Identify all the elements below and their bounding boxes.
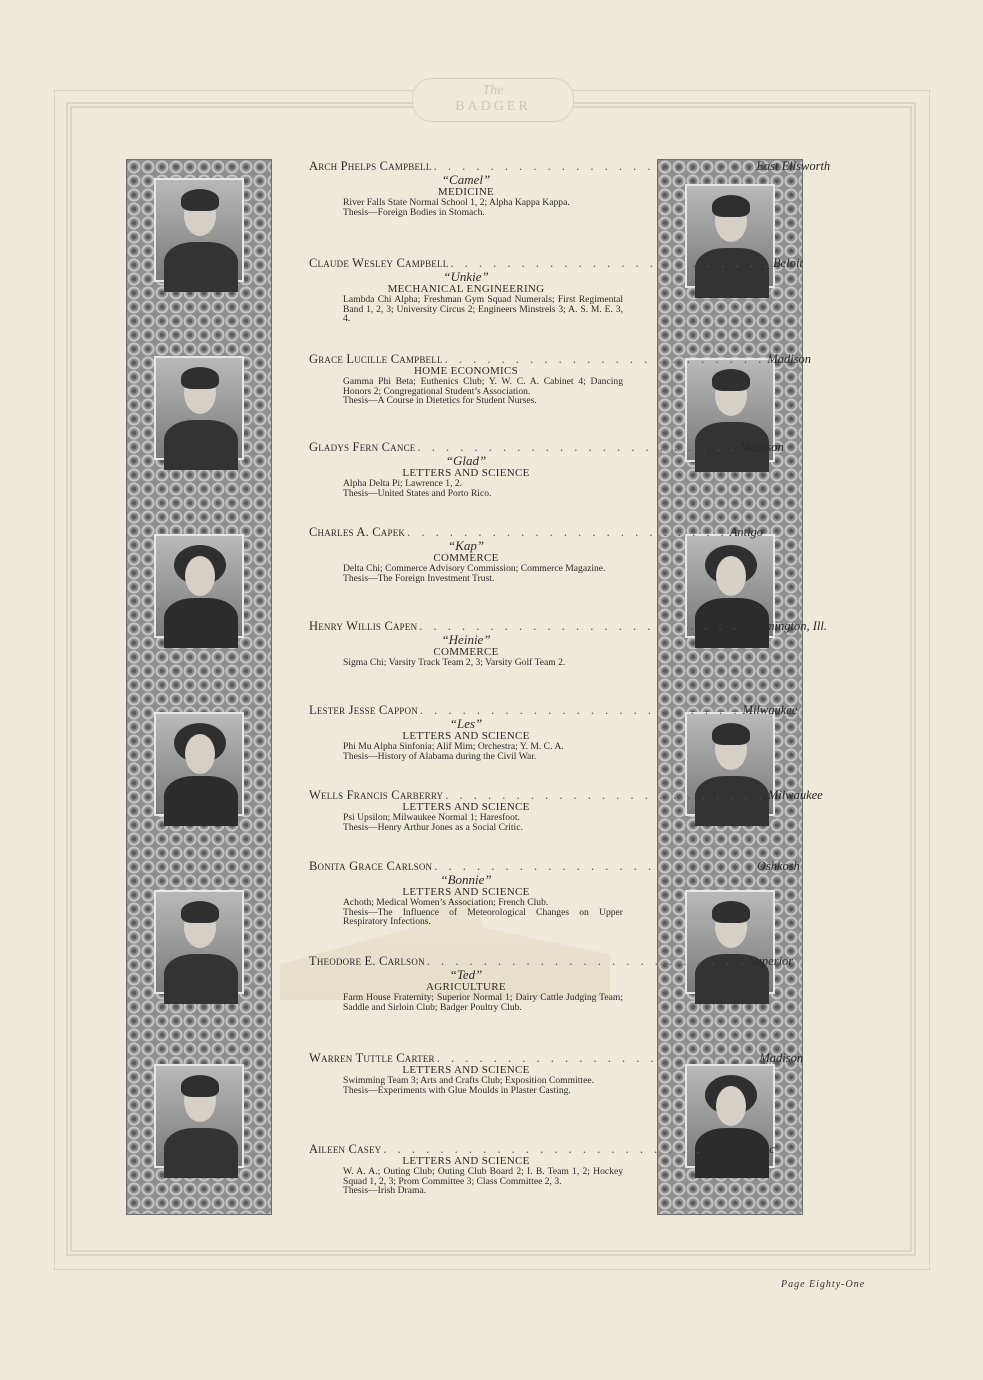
student-thesis: Thesis—The Foreign Investment Trust. <box>343 572 495 584</box>
student-entry <box>309 256 803 325</box>
student-entry <box>309 159 831 218</box>
student-thesis: Thesis—United States and Porto Rico. <box>343 487 492 499</box>
student-name: Claude Wesley Campbell <box>309 256 449 270</box>
portrait-photo <box>154 890 244 994</box>
student-department: AGRICULTURE <box>426 981 506 993</box>
student-nickname: “Unkie” <box>443 269 489 284</box>
student-nickname: “Bonnie” <box>440 872 492 887</box>
student-entry <box>309 440 784 499</box>
student-name: Charles A. Capek <box>309 525 406 539</box>
student-hometown: Milwaukee <box>767 788 823 802</box>
portrait-photo <box>154 356 244 460</box>
student-entry <box>309 352 812 407</box>
student-activities: Lambda Chi Alpha; Freshman Gym Squad Numerals; First Regimental Band 1, 2, 3; University Circus 2; Engineers Minstrels 3; A. S. M. E. 3, 4. <box>343 294 623 325</box>
leader-dots: . . . . . . . . . . . . . . . . . . . . . . . <box>417 440 739 454</box>
student-department: MEDICINE <box>437 186 495 198</box>
portrait-photo <box>685 184 775 288</box>
student-thesis: Thesis—Irish Drama. <box>343 1185 427 1197</box>
student-department: COMMERCE <box>433 646 499 658</box>
student-name: Wells Francis Carberry <box>309 788 444 802</box>
student-nickname: “Glad” <box>445 453 487 468</box>
portrait-photo <box>154 534 244 638</box>
student-activities: Delta Chi; Commerce Advisory Commission; Commerce Magazine. <box>343 563 606 574</box>
student-hometown: Bloomington, Ill. <box>741 619 827 633</box>
student-nickname: “Heinie” <box>441 632 491 647</box>
student-hometown: East Ellsworth <box>756 159 831 173</box>
student-name: Theodore E. Carlson <box>309 954 425 968</box>
student-entry <box>309 619 827 668</box>
student-thesis: Thesis—Foreign Bodies in Stomach. <box>343 206 485 218</box>
student-department: LETTERS AND SCIENCE <box>402 1155 530 1167</box>
leader-dots: . . . . . . . . . . . . . . . . . . . . . . . <box>445 788 766 802</box>
student-entry <box>309 525 764 584</box>
student-thesis: Thesis—The Influence of Meteorological Changes on Upper Respiratory Infections. <box>343 906 623 928</box>
masthead-the: The <box>482 83 504 98</box>
student-hometown: Madison <box>759 1051 804 1065</box>
portrait-photo <box>154 1064 244 1168</box>
student-department: LETTERS AND SCIENCE <box>402 730 530 742</box>
student-activities: Psi Upsilon; Milwaukee Normal 1; Haresfoot. <box>343 812 520 823</box>
student-department: MECHANICAL ENGINEERING <box>387 283 545 295</box>
student-name: Arch Phelps Campbell <box>309 159 432 173</box>
student-hometown: Antigo <box>729 525 764 539</box>
left-portrait-column <box>126 159 272 1215</box>
student-entry <box>309 1051 804 1096</box>
leader-dots: . . . . . . . . . . . . . . . . . . . . . . . <box>419 703 741 717</box>
student-entry <box>309 859 800 928</box>
student-nickname: “Ted” <box>449 967 483 982</box>
student-activities: Achoth; Medical Women’s Association; French Club. <box>343 897 549 908</box>
student-department: LETTERS AND SCIENCE <box>402 801 530 813</box>
masthead-badger: BADGER <box>455 99 531 114</box>
student-nickname: “Camel” <box>441 172 491 187</box>
leader-dots: . . . . . . . . . . . . . . . . . . . . . . . <box>450 256 772 270</box>
student-department: LETTERS AND SCIENCE <box>402 1064 530 1076</box>
student-nickname: “Kap” <box>447 538 485 553</box>
student-department: LETTERS AND SCIENCE <box>402 886 530 898</box>
student-activities: River Falls State Normal School 1, 2; Alpha Kappa Kappa. <box>343 197 570 208</box>
student-department: COMMERCE <box>433 552 499 564</box>
student-thesis: Thesis—Henry Arthur Jones as a Social Critic. <box>343 821 523 833</box>
student-thesis: Thesis—History of Alabama during the Civil War. <box>343 750 537 762</box>
student-name: Bonita Grace Carlson <box>309 859 433 873</box>
portrait-photo <box>154 712 244 816</box>
student-entry <box>309 703 798 762</box>
student-name: Grace Lucille Campbell <box>309 352 443 366</box>
leader-dots: . . . . . . . . . . . . . . . . . . . . . . . <box>436 1051 758 1065</box>
student-name: Gladys Fern Cance <box>309 440 416 454</box>
student-hometown: Superior <box>749 954 794 968</box>
student-activities: Alpha Delta Pi; Lawrence 1, 2. <box>343 478 463 489</box>
student-entry <box>309 788 823 833</box>
student-hometown: Beloit <box>773 256 803 270</box>
leader-dots: . . . . . . . . . . . . . . . . . . . . . . . <box>426 954 748 968</box>
student-activities: W. A. A.; Outing Club; Outing Club Board 2; I. B. Team 1, 2; Hockey Squad 1, 2, 3; Prom Committee 3; Class Committee 2, 3. <box>343 1166 623 1187</box>
student-hometown: Madison <box>740 440 784 454</box>
leader-dots: . . . . . . . . . . . . . . . . . . . . . . . <box>383 1142 705 1156</box>
student-hometown: Madison <box>767 352 812 366</box>
student-entry <box>309 1142 775 1197</box>
badger-masthead-logo <box>412 78 574 122</box>
student-entry <box>309 954 794 1013</box>
portrait-photo <box>154 178 244 282</box>
leader-dots: . . . . . . . . . . . . . . . . . . . . . . . <box>419 619 740 633</box>
student-activities: Sigma Chi; Varsity Track Team 2, 3; Varsity Golf Team 2. <box>343 657 566 668</box>
portrait-photo <box>685 890 775 994</box>
student-thesis: Thesis—A Course in Dietetics for Student Nurses. <box>343 395 537 407</box>
student-hometown: Oshkosh <box>756 859 800 873</box>
student-department: HOME ECONOMICS <box>413 365 519 377</box>
student-name: Lester Jesse Cappon <box>309 703 418 717</box>
student-department: LETTERS AND SCIENCE <box>402 467 530 479</box>
page-number: Page Eighty-One <box>781 1279 866 1290</box>
student-activities: Swimming Team 3; Arts and Crafts Club; Exposition Committee. <box>343 1075 594 1086</box>
student-name: Warren Tuttle Carter <box>309 1051 435 1065</box>
student-hometown: Milwaukee <box>742 703 798 717</box>
leader-dots: . . . . . . . . . . . . . . . . . . . . . . . <box>434 859 755 873</box>
leader-dots: . . . . . . . . . . . . . . . . . . . . . . . <box>444 352 766 366</box>
student-nickname: “Les” <box>449 716 483 731</box>
student-hometown: Oconomowoc <box>706 1142 775 1156</box>
leader-dots: . . . . . . . . . . . . . . . . . . . . . . . <box>407 525 728 539</box>
student-name: Henry Willis Capen <box>309 619 418 633</box>
student-thesis: Thesis—Experiments with Glue Moulds in Plaster Casting. <box>343 1084 571 1096</box>
student-name: Aileen Casey <box>309 1142 382 1156</box>
leader-dots: . . . . . . . . . . . . . . . . . . . . . . . <box>433 159 755 173</box>
student-activities: Gamma Phi Beta; Euthenics Club; Y. W. C. A. Cabinet 4; Dancing Honors 2; Congregational Student’s Association. <box>343 376 623 397</box>
student-activities: Phi Mu Alpha Sinfonia; Alif Mim; Orchestra; Y. M. C. A. <box>343 741 564 752</box>
student-activities: Farm House Fraternity; Superior Normal 1; Dairy Cattle Judging Team; Saddle and Sirloin Club; Badger Poultry Club. <box>343 992 623 1013</box>
